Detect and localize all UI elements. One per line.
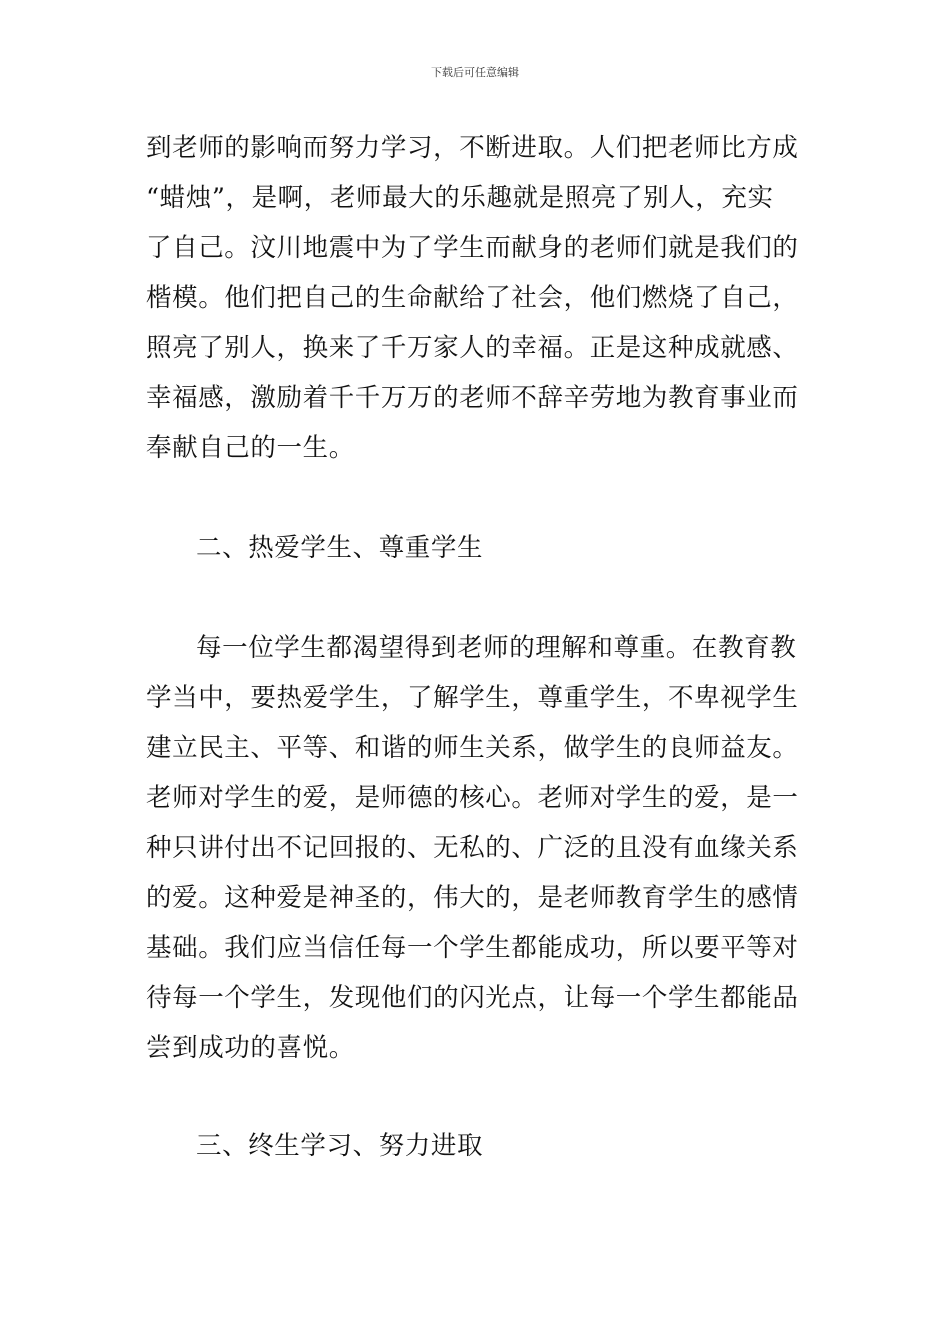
paragraph-line: “蜡烛”，是啊，老师最大的乐趣就是照亮了别人，充实 xyxy=(146,183,774,213)
section-heading-3: 三、终生学习、努力进取 xyxy=(196,1131,484,1161)
paragraph-line: 幸福感，激励着千千万万的老师不辞辛劳地为教育事业而 xyxy=(146,383,799,413)
paragraph-line: 老师对学生的爱，是师德的核心。老师对学生的爱，是一 xyxy=(146,783,799,813)
paragraph-line: 的爱。这种爱是神圣的，伟大的，是老师教育学生的感情 xyxy=(146,883,799,913)
paragraph-line: 建立民主、平等、和谐的师生关系，做学生的良师益友。 xyxy=(146,733,799,763)
paragraph-line: 照亮了别人，换来了千万家人的幸福。正是这种成就感、 xyxy=(146,333,799,363)
paragraph-line: 了自己。汶川地震中为了学生而献身的老师们就是我们的 xyxy=(146,233,799,263)
paragraph-line: 尝到成功的喜悦。 xyxy=(146,1033,355,1063)
paragraph-line: 到老师的影响而努力学习，不断进取。人们把老师比方成 xyxy=(146,133,799,163)
page-header-note: 下载后可任意编辑 xyxy=(431,66,519,79)
paragraph-line: 种只讲付出不记回报的、无私的、广泛的且没有血缘关系 xyxy=(146,833,799,863)
paragraph-line: 每一位学生都渴望得到老师的理解和尊重。在教育教 xyxy=(196,633,797,663)
paragraph-line: 待每一个学生，发现他们的闪光点，让每一个学生都能品 xyxy=(146,983,799,1013)
paragraph-line: 奉献自己的一生。 xyxy=(146,433,355,463)
section-heading-2: 二、热爱学生、尊重学生 xyxy=(196,533,484,563)
paragraph-line: 基础。我们应当信任每一个学生都能成功，所以要平等对 xyxy=(146,933,799,963)
paragraph-line: 楷模。他们把自己的生命献给了社会，他们燃烧了自己， xyxy=(146,283,799,313)
paragraph-line: 学当中，要热爱学生，了解学生，尊重学生，不卑视学生 xyxy=(146,683,799,713)
